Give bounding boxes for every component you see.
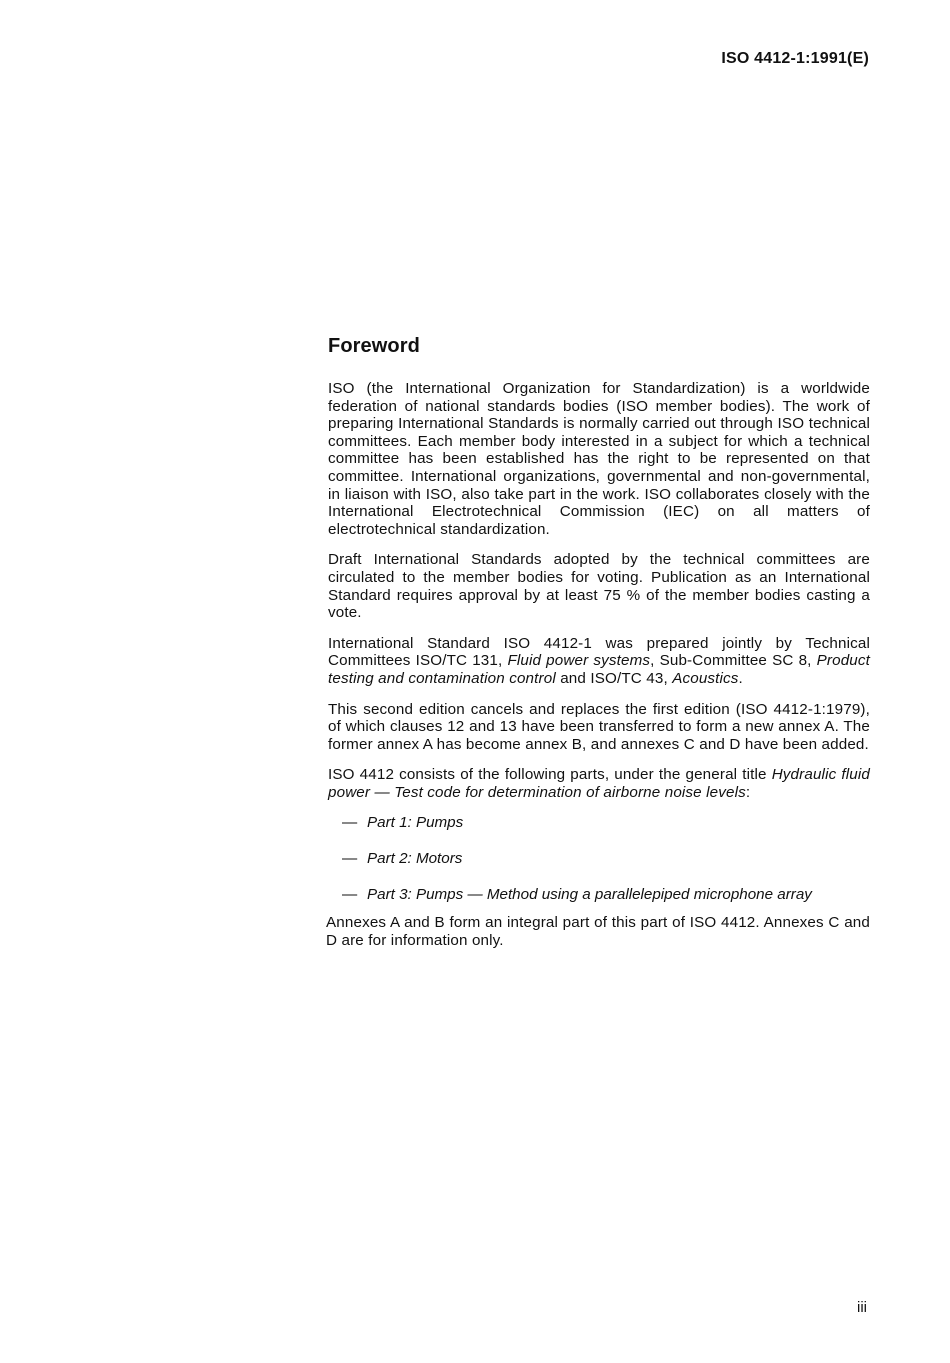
paragraph-prepared-by: [328, 635, 870, 688]
part-title: Part 3: Pumps — Method using a parallelepiped microphone array: [367, 885, 812, 903]
parts-list: [328, 814, 870, 903]
list-item: [328, 850, 870, 868]
text-segment: , Sub-Committee SC 8,: [650, 652, 817, 670]
committee-title-acoustics: Acoustics: [672, 669, 739, 687]
text-segment: .: [738, 669, 743, 687]
paragraph-edition: This second edition cancels and replaces the first edition (ISO 4412-1:1979), of which clauses 12 and 13 have been transferred to form a new annex A. The former annex A has become annex B, and annexes C and D have been added.: [328, 700, 870, 753]
committee-title-fluid-power: Fluid power systems: [507, 652, 651, 670]
subcommittee-title: Product testing and contamination control: [328, 652, 871, 687]
dash-bullet: —: [342, 814, 358, 832]
part-title: Part 2: Motors: [367, 850, 463, 868]
text-segment: ISO 4412 consists of the following parts, under the general title: [328, 766, 772, 784]
paragraph-annexes: Annexes A and B form an integral part of this part of ISO 4412. Annexes C and D are for information only.: [326, 914, 870, 949]
list-item: [328, 814, 870, 832]
paragraph-draft-standards: Draft International Standards adopted by the technical committees are circulated to the member bodies for voting. Publication as an International Standard requires approval by at least 75 % of the member bodies casting a vote.: [328, 551, 870, 622]
paragraph-parts-intro: [328, 766, 870, 801]
dash-bullet: —: [342, 885, 358, 903]
general-title: Hydraulic fluid power — Test code for determination of airborne noise levels: [328, 766, 870, 801]
list-item: [328, 886, 870, 904]
text-segment: :: [745, 783, 751, 801]
foreword-title: Foreword: [328, 335, 420, 357]
text-segment: International Standard ISO 4412-1 was prepared jointly by Technical Committees ISO/TC 131,: [328, 634, 870, 670]
document-code: ISO 4412-1:1991(E): [721, 50, 869, 67]
dash-bullet: —: [342, 850, 358, 868]
text-segment: and ISO/TC 43,: [555, 669, 673, 687]
paragraph-iso-intro: ISO (the International Organization for Standardization) is a worldwide federation of national standards bodies (ISO member bodies). The work of preparing International Standards is normally carried out through ISO technical committees. Each member body interested in a subject for which a technical committee has been established has the right to be represented on that committee. International organizations, governmental and non-governmental, in liaison with ISO, also take part in the work. ISO collaborates closely with the International Electrotechnical Commission (IEC) on all matters of electrotechnical standardization.: [328, 380, 870, 538]
part-title: Part 1: Pumps: [367, 814, 464, 832]
page-number: iii: [857, 1299, 867, 1316]
foreword-section: [328, 335, 870, 962]
